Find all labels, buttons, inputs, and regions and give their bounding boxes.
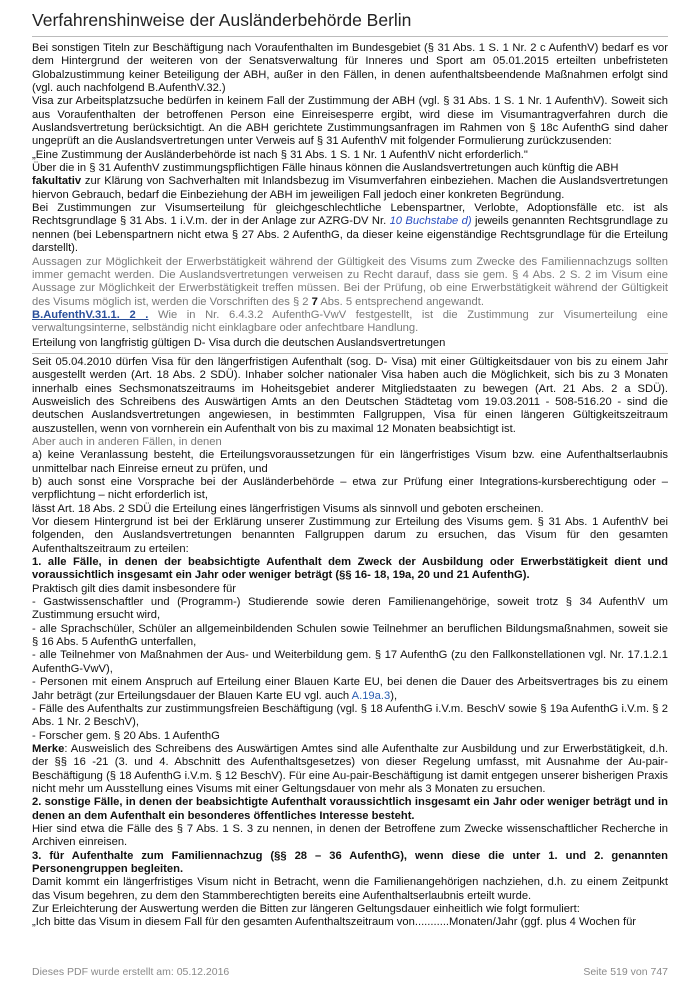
emphasis: 7 (311, 295, 318, 308)
text: 3. für Aufenthalte zum Familiennachzug (§§ 28 – 36 AufenthG), wenn diese die unter 1. und 2. genannten Personengruppen begleiten. (32, 849, 668, 875)
paragraph-gray: Aber auch in anderen Fällen, in denen (32, 435, 222, 448)
text: Bei Zustimmungen zur Visumserteilung für gleichgeschlechtliche Lebenspartner, Verlobte, Adoptionsfälle etc. ist als Rechtsgrundlage § 31 Abs. 1 i.V.m. der in der Anlage zur AZRG-DV Nr. (32, 202, 668, 228)
paragraph: lässt Art. 18 Abs. 2 SDÜ die Erteilung eines längerfristigen Visums als sinnvoll und geboten erscheinen. (32, 502, 544, 515)
text: Abs. 5 entsprechend angewandt. (317, 295, 484, 308)
reference-link[interactable]: 10 Buchstabe d) (389, 215, 472, 228)
quote: „Eine Zustimmung der Ausländerbehörde ist nach § 31 Abs. 1 S. 1 Nr. 1 AufenthV nicht erforderlich." (32, 148, 528, 161)
text: Wie in Nr. 6.4.3.2 AufenthG-VwV festgestellt, ist die Zustimmung zur Visumerteilung eine verwaltungsinterne, selbständig nicht einklagbare oder anfechtbare Handlung. (32, 308, 668, 335)
text: - Personen mit einem Anspruch auf Erteilung einer Blauen Karte EU, bei denen die Dauer des Arbeitsvertrages bis zu einem Jahr beträgt (zur Erteilungsdauer der Blauen Karte EU vgl. auch (32, 676, 668, 702)
text: 2. sonstige Fälle, in denen der beabsichtigte Aufenthalt voraussichtlich insgesamt ein Jahr oder weniger beträgt und in denen an dem Aufenthalt ein besonderes öffentliches Interesse besteht. (32, 796, 668, 822)
page-footer (32, 966, 668, 978)
list-item: - alle Teilnehmer von Maßnahmen der Aus- und Weiterbildung gem. § 17 AufenthG (zu den Fallkonstellationen vgl. Nr. 17.1.2.1 AufenthG-VwV), (32, 649, 668, 675)
paragraph (32, 202, 668, 255)
paragraph: Visa zur Arbeitsplatzsuche bedürfen in keinem Fall der Zustimmung der ABH (vgl. § 31 Abs. 1 S. 1 Nr. 1 AufenthV). Soweit sich aus Voraufenthalten der betroffenen Person eine Einreisesperre ergibt, wird diese im Visumantragverfahren durch die Auslandsvertretung berücksichtigt. An die ABH gerichtete Zustimmungsanfragen im Rahmen von § 18c AufenthG sind daher ungeprüft an die Auslandsvertretungen unter Verweis auf § 31 AufenthV mit folgender Formulierung zurückzusenden: (32, 95, 668, 148)
text: ), (390, 689, 398, 702)
emphasis: fakultativ (32, 175, 82, 188)
created-date: Dieses PDF wurde erstellt am: 05.12.2016 (32, 966, 230, 978)
list-item: - alle Sprachschüler, Schüler an allgemeinbildenden Schulen sowie Teilnehmer an beruflichen Bildungsmaßnahmen, soweit sie § 16 Abs. 5 AufenthG unterfallen, (32, 622, 668, 649)
bold-paragraph (32, 796, 668, 823)
paragraph: Damit kommt ein längerfristiges Visum nicht in Betracht, wenn die Familienangehörigen nachziehen, d.h. zu einem Zeitpunkt das Visum begehren, zu dem den Stammberechtigten bereits eine Aufenthaltserlaubnis erteilt wurde. (32, 876, 668, 902)
paragraph: b) auch sonst eine Vorsprache bei der Ausländerbehörde – etwa zur Prüfung einer Integrations-kursberechtigung oder –verpflichtung – nicht erforderlich ist, (32, 476, 668, 502)
page-header (32, 10, 668, 37)
text: 1. alle Fälle, in denen der beabsichtigte Aufenthalt dem Zweck der Ausbildung oder Erwerbstätigkeit dient und voraussichtlich insgesamt ein Jahr oder weniger beträgt (§§ 16- 18, 19a, 20 und 21 AufenthG). (32, 556, 668, 582)
page-title: Verfahrenshinweise der Ausländerbehörde Berlin (32, 10, 668, 37)
section-heading: Erteilung von langfristig gültigen D- Visa durch die deutschen Auslandsvertretungen (32, 337, 668, 354)
text: Über die in § 31 AufenthV zustimmungspflichtigen Fälle hinaus können die Auslandsvertretungen auch künftig die ABH (32, 162, 619, 175)
emphasis: Merke (32, 742, 65, 755)
list-item: - Forscher gem. § 20 Abs. 1 AufenthG (32, 729, 220, 742)
text: Aussagen zur Möglichkeit der Erwerbstätigkeit während der Gültigkeit des Visums zum Zwecke des Familiennachzugs sollten immer gemacht werden. Die Auslandsvertretungen verweisen zu Recht darauf, dass sie gem. § 4 Abs. 2 S. 2 im Visum eine Aussage zur Möglichkeit der Erwerbstätigkeit treffen müssen. Bei der Prüfung, ob eine Erwerbstätigkeit während der Gültigkeit des Visums möglich ist, werden die Vorschriften des § 2 (32, 255, 668, 308)
paragraph: Seit 05.04.2010 dürfen Visa für den längerfristigen Aufenthalt (sog. D- Visa) mit einer Gültigkeitsdauer von bis zu einem Jahr ausgestellt werden (Art. 18 Abs. 2 SDÜ). Inhaber solcher nationaler Visa haben auch die Möglichkeit, sich bis zu 3 Monaten innerhalb eines Sechsmonatszeitraums im Hoheitsgebiet anderer Mitgliedstaaten zu bewegen (Art. 21 Abs. 2 a SDÜ). Ausweislich des Schreibens des Auswärtigen Amts an den Deutschen Städtetag vom 19.03.2011 - 508-516.20 - sind die deutschen Auslandsvertretungen angewiesen, in bestimmten Fallgruppen, Visa für einen längeren Gültigkeitszeitraum auszustellen, wenn von vornherein ein Aufenthalt von bis zu maximal 12 Monaten beabsichtigt ist. (32, 355, 668, 435)
section-reference-link[interactable]: B.AufenthV.31.1. 2 . (32, 308, 149, 321)
paragraph: Praktisch gilt dies damit insbesondere für (32, 582, 236, 595)
paragraph: Zur Erleichterung der Auswertung werden die Bitten zur längeren Geltungsdauer einheitlich wie folgt formuliert: (32, 903, 580, 915)
paragraph-gray (32, 256, 668, 309)
document-body (32, 42, 668, 930)
text: zur Klärung von Sachverhalten mit Inlandsbezug im Visumverfahren einbeziehen. Machen die Auslandsvertretungen hiervon Gebrauch, bedarf die Einbeziehung der ABH im jeweiligen Fall jedoch einer konkreten Begründung. (32, 175, 668, 201)
paragraph (32, 743, 668, 796)
paragraph: a) keine Veranlassung besteht, die Erteilungsvoraussetzungen für ein längerfristiges Visum bzw. eine Aufenthaltserlaubnis unmittelbar nach Einreise erneut zu prüfen, und (32, 449, 668, 475)
text: : Ausweislich des Schreibens des Auswärtigen Amtes sind alle Aufenthalte zur Ausbildung und zur Erwerbstätigkeit, d.h. der §§ 16 -21 (3. und 4. Abschnitt des Aufenthaltsgesetzes) von dieser Regelung umfasst, mit Ausnahme der Au-pair-Beschäftigung (§ 18 AufenthG i.V.m. § 12 BeschV). Für eine Au-pair-Beschäftigung ist damit entgegen unserer bisherigen Praxis nicht mehr um Ausstellung eines Visums mit einer Geltungsdauer von mehr als 3 Monaten zu ersuchen. (32, 742, 668, 795)
paragraph: Vor diesem Hintergrund ist bei der Erklärung unserer Zustimmung zur Erteilung des Visums gem. § 31 Abs. 1 AufenthV bei folgenden, den Auslandsvertretungen benannten Fallgruppen darum zu ersuchen, das Visum für den gesamten Aufenthaltszeitraum zu erteilen: (32, 516, 668, 555)
bold-paragraph (32, 850, 668, 877)
paragraph (32, 162, 668, 202)
reference-link[interactable]: A.19a.3 (351, 689, 391, 702)
text: jeweils genannten Rechtsgrundlage zu nennen (bei Lebenspartnern nicht etwa § 27 Abs. 2 AufenthG, da dieser keine eigenständige Rechtsgrundlage für die Erteilung darstellt). (32, 215, 668, 255)
quote: „Ich bitte das Visum in diesem Fall für den gesamten Aufenthaltszeitraum von...........Monaten/Jahr (ggf. plus 4 Wochen für (32, 916, 637, 929)
page-number: Seite 519 von 747 (583, 966, 668, 978)
list-item (32, 676, 668, 703)
paragraph: Bei sonstigen Titeln zur Beschäftigung nach Voraufenthalten im Bundesgebiet (§ 31 Abs. 1 S. 1 Nr. 2 c AufenthV) bedarf es vor dem Hintergrund der weiteren von der Senatsverwaltung für Inneres und Sport am 05.01.2015 erteilten unbefristeten Globalzustimmung keiner Beteiligung der ABH, außer in den Fällen, in denen aufenthaltsbeendende Maßnahmen erfolgt sind (vgl. auch nachfolgend B.AufenthV.32.) (32, 42, 668, 95)
paragraph-gray (32, 309, 668, 336)
list-item: - Gastwissenschaftler und (Programm-) Studierende sowie deren Familienangehörige, soweit trotz § 34 AufenthV um Zustimmung ersucht wird, (32, 596, 668, 622)
list-item: - Fälle des Aufenthalts zur zustimmungsfreien Beschäftigung (vgl. § 18 AufenthG i.V.m. BeschV sowie § 19a AufenthG i.V.m. § 2 Abs. 1 Nr. 2 BeschV), (32, 702, 668, 729)
paragraph: Hier sind etwa die Fälle des § 7 Abs. 1 S. 3 zu nennen, in denen der Betroffene zum Zwecke wissenschaftlicher Recherche in Archiven einreisen. (32, 822, 668, 849)
bold-paragraph (32, 556, 668, 583)
